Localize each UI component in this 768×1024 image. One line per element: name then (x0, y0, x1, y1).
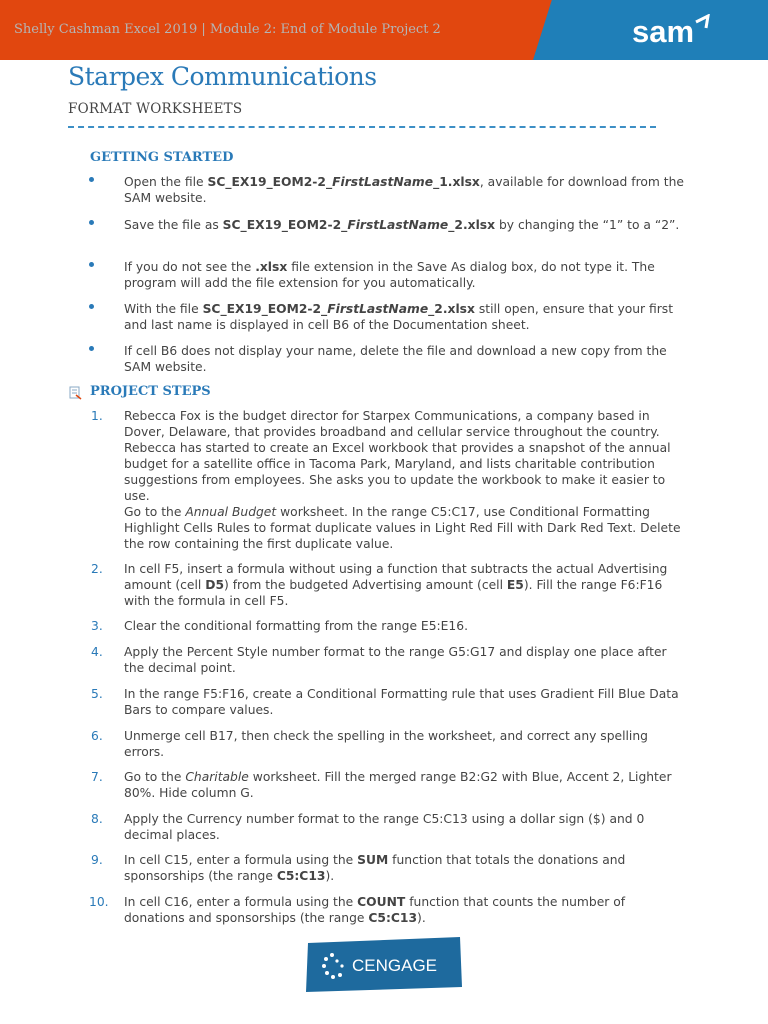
bullet-icon (89, 346, 94, 351)
step-text: In the range F5:F16, create a Conditional Formatting rule that uses Gradient Fill Blue Data Bars to compare values. (124, 687, 679, 717)
step-number: 2. (91, 562, 103, 576)
bullet-icon (89, 304, 94, 309)
step-number: 8. (91, 812, 103, 826)
project-steps-heading: PROJECT STEPS (90, 384, 211, 399)
step-text: Apply the Percent Style number format to the range G5:G17 and display one place after the decimal point. (124, 645, 667, 675)
step-text: Clear the conditional formatting from the range E5:E16. (124, 619, 468, 633)
header-title: Shelly Cashman Excel 2019 | Module 2: End of Module Project 2 (14, 22, 441, 37)
step-text: In cell F5, insert a formula without using a function that subtracts the actual Advertising amount (cell D5) from the budgeted Advertising amount (cell E5). Fill the range F6:F16 with the formula in cell F5. (124, 562, 668, 608)
step-number: 6. (91, 729, 103, 743)
step-number: 3. (91, 619, 103, 633)
cengage-text: CENGAGE (352, 956, 438, 975)
step-number: 5. (91, 687, 103, 701)
list-item-text: If you do not see the .xlsx file extension in the Save As dialog box, do not type it. The program will add the file extension for you automatically. (124, 260, 655, 290)
step-number: 4. (91, 645, 103, 659)
step-text: Apply the Currency number format to the range C5:C13 using a dollar sign ($) and 0 decimal places. (124, 812, 645, 842)
cengage-logo-icon (304, 937, 464, 992)
list-item-text: Save the file as SC_EX19_EOM2-2_FirstLastName_2.xlsx by changing the “1” to a “2”. (124, 218, 680, 232)
step-number: 7. (91, 770, 103, 784)
dashed-divider (68, 126, 656, 128)
page-subtitle: FORMAT WORKSHEETS (68, 101, 243, 117)
bullet-icon (89, 177, 94, 182)
step-number: 10. (89, 895, 109, 909)
step-text: In cell C16, enter a formula using the COUNT function that counts the number of donations and sponsorships (the range C5:C13). (124, 895, 626, 925)
sam-logo-icon (632, 14, 712, 50)
step-number: 1. (91, 409, 103, 423)
bullet-icon (89, 262, 94, 267)
step-text: Rebecca Fox is the budget director for Starpex Communications, a company based in Dover, Delaware, that provides broadband and cellular service throughout the country. Rebecca has started to create an Excel workbook that provides a snapshot of the annual budget for a satellite office in Tacoma Park, Maryland, and lists charitable contribution suggestions from employees. She asks you to update the workbook to make it easier to use. Go to the Annual Budget worksheet. In the range C5:C17, use Conditional Formatting Highlight Cells Rules to format duplicate values in Light Red Fill with Dark Red Text. Delete the row containing the first duplicate value. (124, 409, 681, 551)
list-item-text: With the file SC_EX19_EOM2-2_FirstLastName_2.xlsx still open, ensure that your first and last name is displayed in cell B6 of the Documentation sheet. (124, 302, 674, 332)
list-item-text: Open the file SC_EX19_EOM2-2_FirstLastName_1.xlsx, available for download from the SAM website. (124, 175, 684, 205)
document-icon (68, 386, 82, 400)
bullet-icon (89, 220, 94, 225)
list-item-text: If cell B6 does not display your name, delete the file and download a new copy from the SAM website. (124, 344, 667, 374)
sam-logo-text: sam (632, 14, 695, 49)
step-text: Unmerge cell B17, then check the spelling in the worksheet, and correct any spelling errors. (124, 729, 648, 759)
page-title: Starpex Communications (68, 62, 377, 91)
step-text: Go to the Charitable worksheet. Fill the merged range B2:G2 with Blue, Accent 2, Lighter 80%. Hide column G. (124, 770, 672, 800)
step-number: 9. (91, 853, 103, 867)
getting-started-heading: GETTING STARTED (90, 150, 234, 165)
step-text: In cell C15, enter a formula using the SUM function that totals the donations and sponsorships (the range C5:C13). (124, 853, 626, 883)
